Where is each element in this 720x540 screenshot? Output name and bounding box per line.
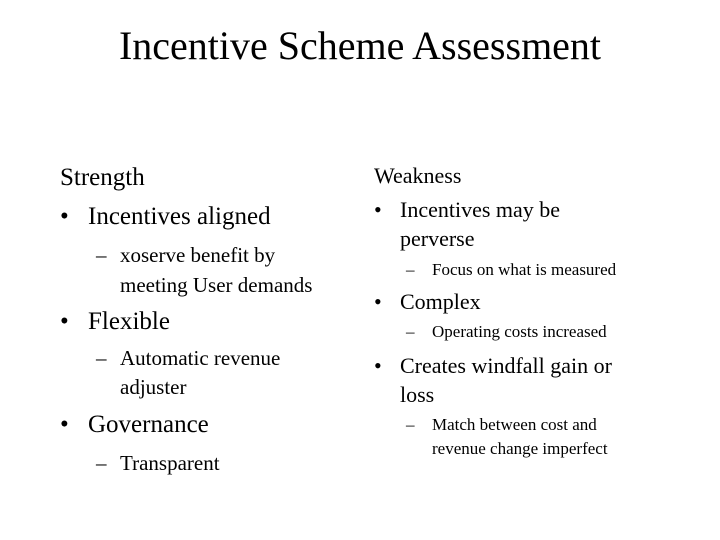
bullet-marker: • xyxy=(60,308,69,335)
dash-marker: – xyxy=(96,243,107,267)
dash-marker: – xyxy=(96,451,107,475)
sub-item-line: Transparent xyxy=(120,451,220,475)
sub-item-line: Operating costs increased xyxy=(432,322,607,341)
weakness-item-line: loss xyxy=(400,382,435,407)
sub-item-line: Match between cost and xyxy=(432,415,597,434)
sub-item-line: Automatic revenue xyxy=(120,346,281,370)
bullet-marker: • xyxy=(60,203,69,230)
weakness-heading: Weakness xyxy=(374,163,462,188)
dash-marker: – xyxy=(406,415,415,434)
weakness-item-line: Incentives may be xyxy=(400,197,561,222)
dash-marker: – xyxy=(96,346,107,370)
dash-marker: – xyxy=(406,322,415,341)
strength-heading: Strength xyxy=(60,164,145,191)
sub-item-line: adjuster xyxy=(120,375,187,399)
sub-item-line: meeting User demands xyxy=(120,273,313,297)
strength-item-governance: Governance xyxy=(88,411,209,438)
strength-item-flexible: Flexible xyxy=(88,308,170,335)
bullet-marker: • xyxy=(374,289,382,314)
sub-item-line: Focus on what is measured xyxy=(432,260,617,279)
strength-item-incentives-aligned: Incentives aligned xyxy=(88,203,271,230)
sub-item-line: revenue change imperfect xyxy=(432,439,608,458)
weakness-item-line: perverse xyxy=(400,226,475,251)
slide-title: Incentive Scheme Assessment xyxy=(118,23,602,68)
weakness-item-line: Creates windfall gain or xyxy=(400,353,612,378)
bullet-marker: • xyxy=(60,411,69,438)
weakness-item-line: Complex xyxy=(400,289,481,314)
bullet-marker: • xyxy=(374,197,382,222)
bullet-marker: • xyxy=(374,353,382,378)
sub-item-line: xoserve benefit by xyxy=(120,243,276,267)
dash-marker: – xyxy=(406,260,415,279)
